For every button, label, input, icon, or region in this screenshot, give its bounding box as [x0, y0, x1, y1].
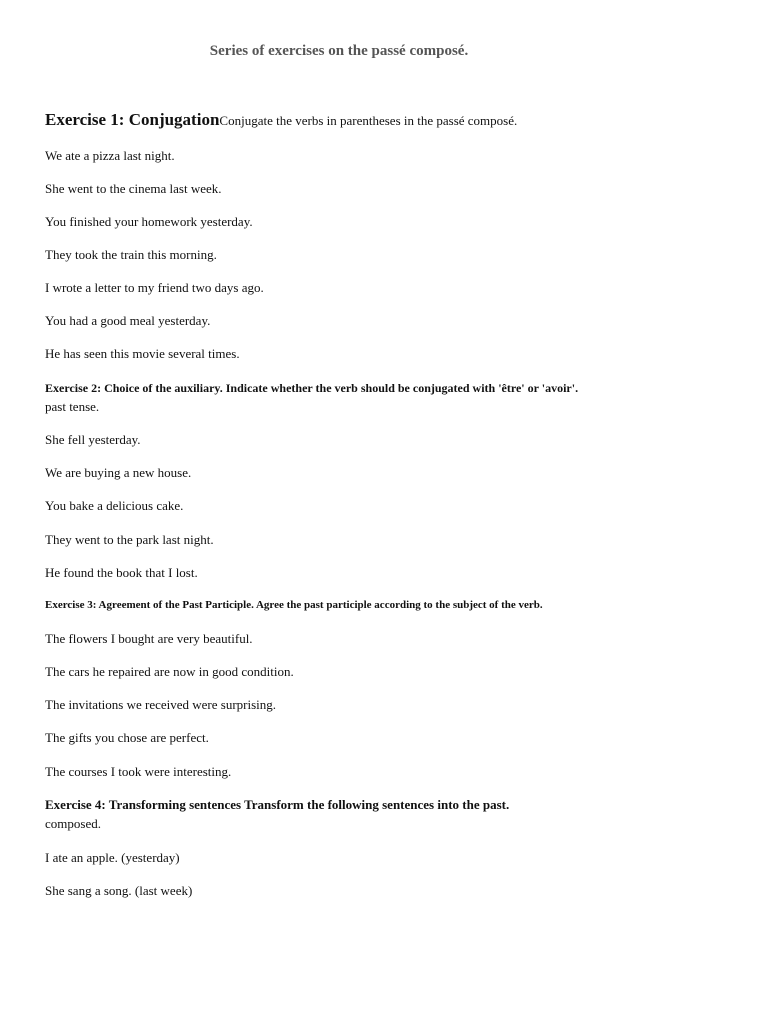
- exercise-2-sentence: You bake a delicious cake.: [45, 498, 184, 513]
- exercise-4-heading: Exercise 4: Transforming sentences Transform the following sentences into the past.: [45, 797, 510, 812]
- exercise-2-sentence: She fell yesterday.: [45, 432, 141, 447]
- exercise-1-sentence: She went to the cinema last week.: [45, 181, 222, 196]
- exercise-4-heading-continuation: composed.: [45, 816, 101, 831]
- exercise-2-heading-continuation: past tense.: [45, 399, 100, 414]
- exercise-4-sentence: She sang a song. (last week): [45, 883, 193, 898]
- page-title: Series of exercises on the passé composé.: [209, 43, 469, 59]
- exercise-1-sentence: They took the train this morning.: [45, 247, 217, 262]
- exercise-1-header: [45, 112, 517, 129]
- exercise-1-sentence: I wrote a letter to my friend two days ago.: [45, 280, 264, 295]
- exercise-1-sentence: He has seen this movie several times.: [45, 346, 240, 361]
- exercise-2-heading: Exercise 2: Choice of the auxiliary. Indicate whether the verb should be conjugated with 'être' or 'avoir'.: [45, 381, 579, 395]
- exercise-2-sentence: They went to the park last night.: [45, 532, 214, 547]
- exercise-2-sentence: We are buying a new house.: [45, 465, 192, 480]
- exercise-1-instruction: Conjugate the verbs in parentheses in the passé composé.: [219, 113, 518, 128]
- exercise-1-heading: Exercise 1: Conjugation: [45, 110, 220, 129]
- exercise-2-sentence: He found the book that I lost.: [45, 565, 198, 580]
- exercise-1-sentence: You finished your homework yesterday.: [45, 214, 253, 229]
- exercise-1-sentence: We ate a pizza last night.: [45, 148, 175, 163]
- exercise-3-sentence: The gifts you chose are perfect.: [45, 730, 209, 745]
- exercise-1-sentence: You had a good meal yesterday.: [45, 313, 211, 328]
- exercise-3-sentence: The flowers I bought are very beautiful.: [45, 631, 253, 646]
- exercise-3-sentence: The courses I took were interesting.: [45, 764, 232, 779]
- exercise-4-sentence: I ate an apple. (yesterday): [45, 850, 180, 865]
- exercise-3-heading: Exercise 3: Agreement of the Past Participle. Agree the past participle according to the subject of the verb.: [45, 599, 543, 611]
- exercise-3-sentence: The cars he repaired are now in good condition.: [45, 664, 294, 679]
- exercise-3-sentence: The invitations we received were surprising.: [45, 697, 277, 712]
